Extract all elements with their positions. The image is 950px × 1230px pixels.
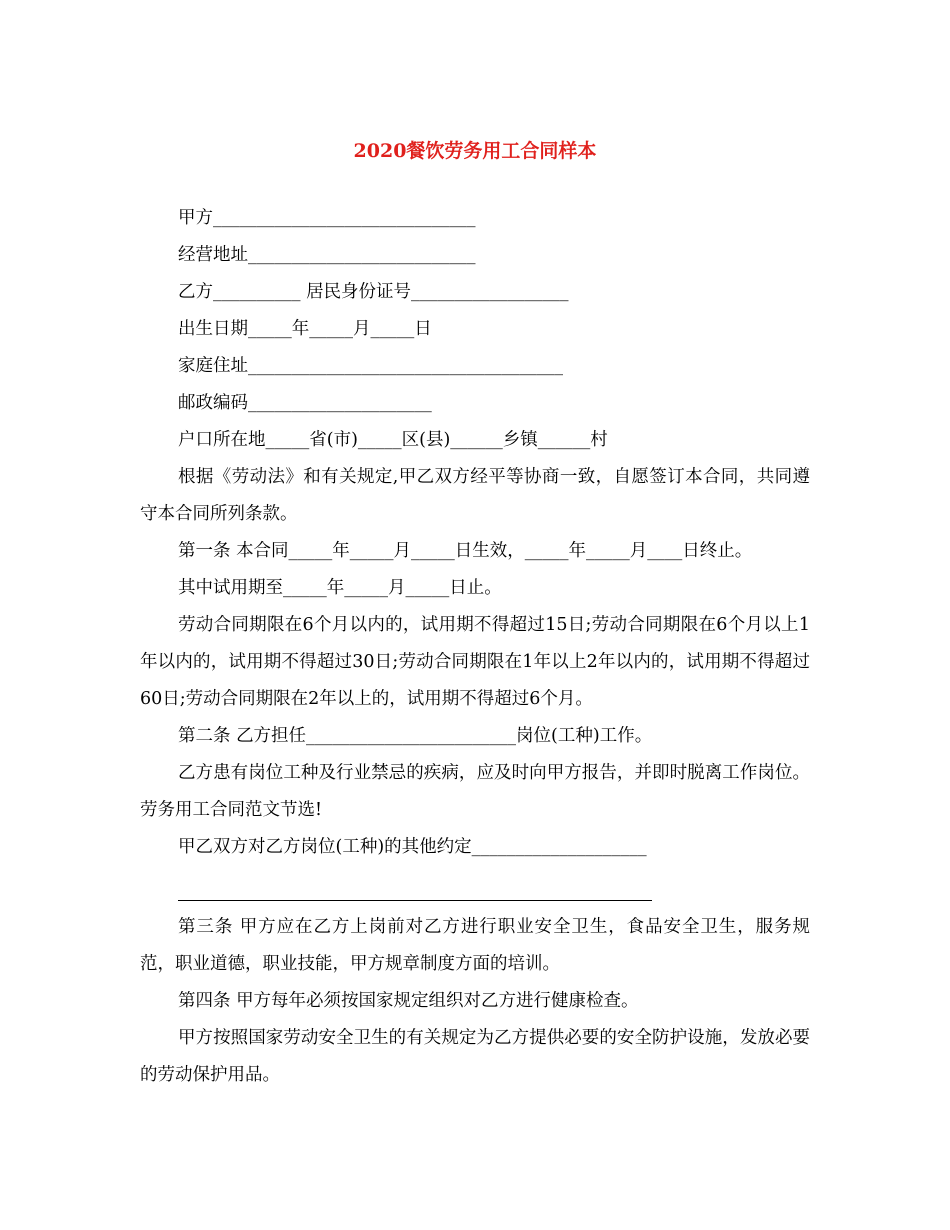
postal-code-line: 邮政编码_____________________	[178, 393, 432, 413]
other-agreement-paragraph: 甲乙双方对乙方岗位(工种)的其他约定____________________	[178, 837, 647, 857]
party-b-line: 乙方__________ 居民身份证号__________________	[178, 282, 569, 302]
probation-paragraph: 其中试用期至_____年_____月_____日止。	[178, 578, 502, 598]
article-1-paragraph: 第一条 本合同_____年_____月_____日生效，_____年_____月____日终止。	[178, 541, 753, 561]
party-a-line: 甲方______________________________	[178, 208, 476, 228]
probation-rules-paragraph: 劳动合同期限在6个月以内的，试用期不得超过15日;劳动合同期限在6个月以上1年以内的，试用期不得超过30日;劳动合同期限在1年以上2年以内的，试用期不得超过60日;劳动合同期限在2年以上的，试用期不得超过6个月。	[140, 615, 810, 709]
disease-paragraph: 乙方患有岗位工种及行业禁忌的疾病，应及时向甲方报告，并即时脱离工作岗位。劳务用工合同范文节选!	[140, 763, 810, 820]
blank-rule-line	[178, 866, 810, 903]
intro-paragraph: 根据《劳动法》和有关规定,甲乙双方经平等协商一致，自愿签订本合同，共同遵守本合同所列条款。	[140, 467, 810, 524]
business-address-line: 经营地址__________________________	[178, 245, 476, 265]
protection-paragraph: 甲方按照国家劳动安全卫生的有关规定为乙方提供必要的安全防护设施，发放必要的劳动保护用品。	[140, 1028, 810, 1085]
article-4-paragraph: 第四条 甲方每年必须按国家规定组织对乙方进行健康检查。	[178, 991, 639, 1011]
article-3-paragraph: 第三条 甲方应在乙方上岗前对乙方进行职业安全卫生，食品安全卫生，服务规范，职业道德，职业技能，甲方规章制度方面的培训。	[140, 917, 810, 974]
document-title: 2020餐饮劳务用工合同样本	[353, 140, 597, 162]
household-line: 户口所在地_____省(市)_____区(县)______乡镇______村	[178, 430, 608, 450]
article-2-paragraph: 第二条 乙方担任________________________岗位(工种)工作。	[178, 726, 653, 746]
birth-date-line: 出生日期_____年_____月_____日	[178, 319, 432, 339]
home-address-line: 家庭住址____________________________________	[178, 356, 563, 376]
document-body	[140, 200, 810, 1094]
